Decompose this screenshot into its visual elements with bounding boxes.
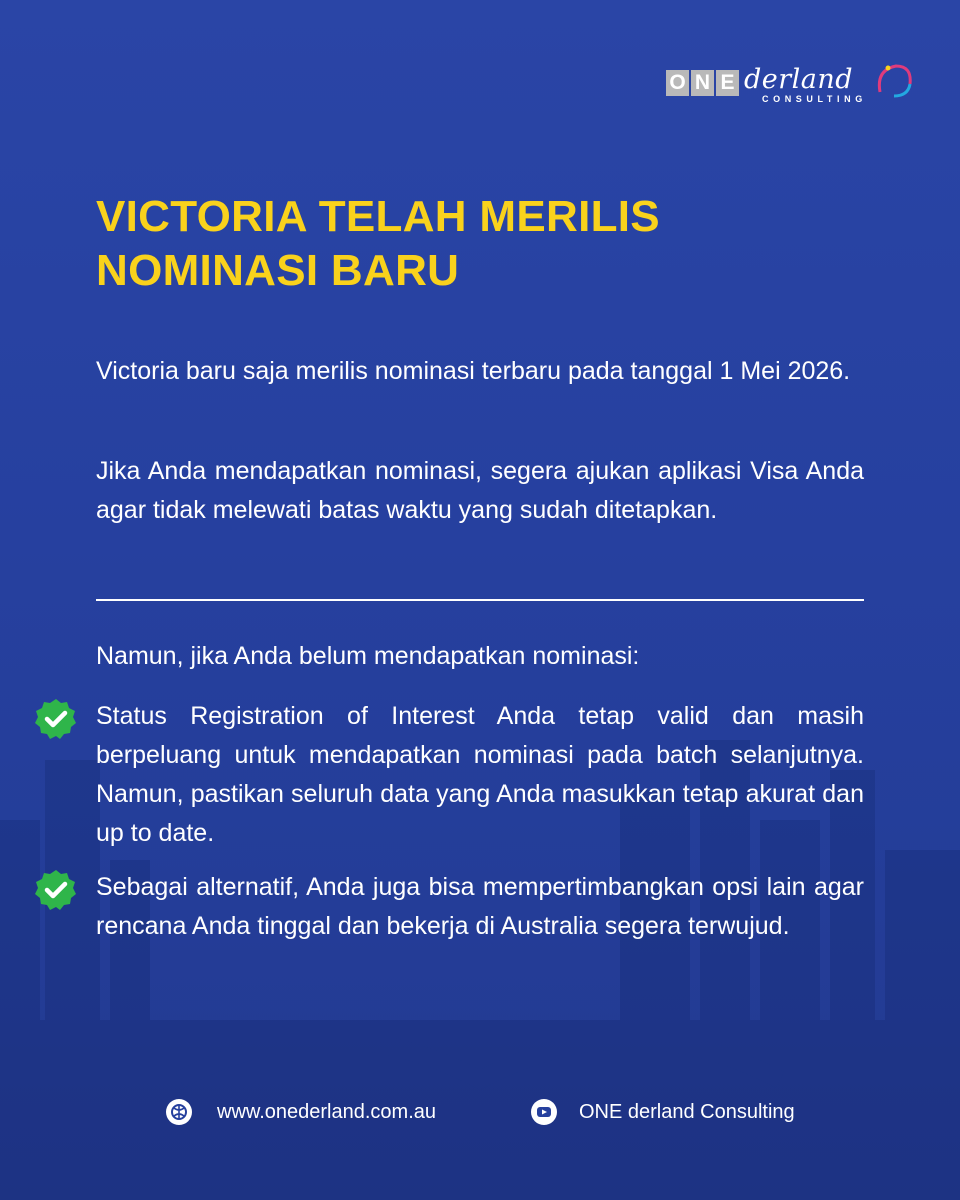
- bullet-2-text: Sebagai alternatif, Anda juga bisa mempertimbangkan opsi lain agar rencana Anda tinggal dan bekerja di Australia segera terwujud.: [96, 873, 864, 940]
- logo-swirl-icon: [874, 62, 914, 100]
- title-line-1: VICTORIA TELAH MERILIS: [96, 192, 660, 241]
- title-line-2: NOMINASI BARU: [96, 246, 460, 295]
- logo-subtitle: CONSULTING: [762, 94, 867, 104]
- youtube-channel-link[interactable]: ONE derland Consulting: [579, 1101, 795, 1123]
- youtube-icon: [531, 1099, 557, 1125]
- logo-letter-e: E: [716, 70, 739, 96]
- check-badge-icon: [34, 868, 78, 912]
- website-link[interactable]: www.onederland.com.au: [217, 1101, 437, 1123]
- intro-paragraph-1: Victoria baru saja merilis nominasi terbaru pada tanggal 1 Mei 2026.: [96, 357, 851, 385]
- section-divider: [96, 599, 864, 601]
- logo-letter-o: O: [666, 70, 689, 96]
- intro-paragraph-2: Jika Anda mendapatkan nominasi, segera ajukan aplikasi Visa Anda agar tidak melewati batas waktu yang sudah ditetapkan.: [96, 457, 864, 524]
- logo-script-text: derland: [744, 64, 854, 95]
- page-title: [96, 190, 796, 298]
- globe-icon: [166, 1099, 192, 1125]
- logo-letter-n: N: [691, 70, 714, 96]
- section-heading: Namun, jika Anda belum mendapatkan nominasi:: [96, 642, 640, 670]
- check-badge-icon: [34, 697, 78, 741]
- bullet-1-text: Status Registration of Interest Anda tetap valid dan masih berpeluang untuk mendapatkan nominasi pada batch selanjutnya. Namun, pastikan seluruh data yang Anda masukkan tetap akurat dan up to date.: [96, 702, 864, 847]
